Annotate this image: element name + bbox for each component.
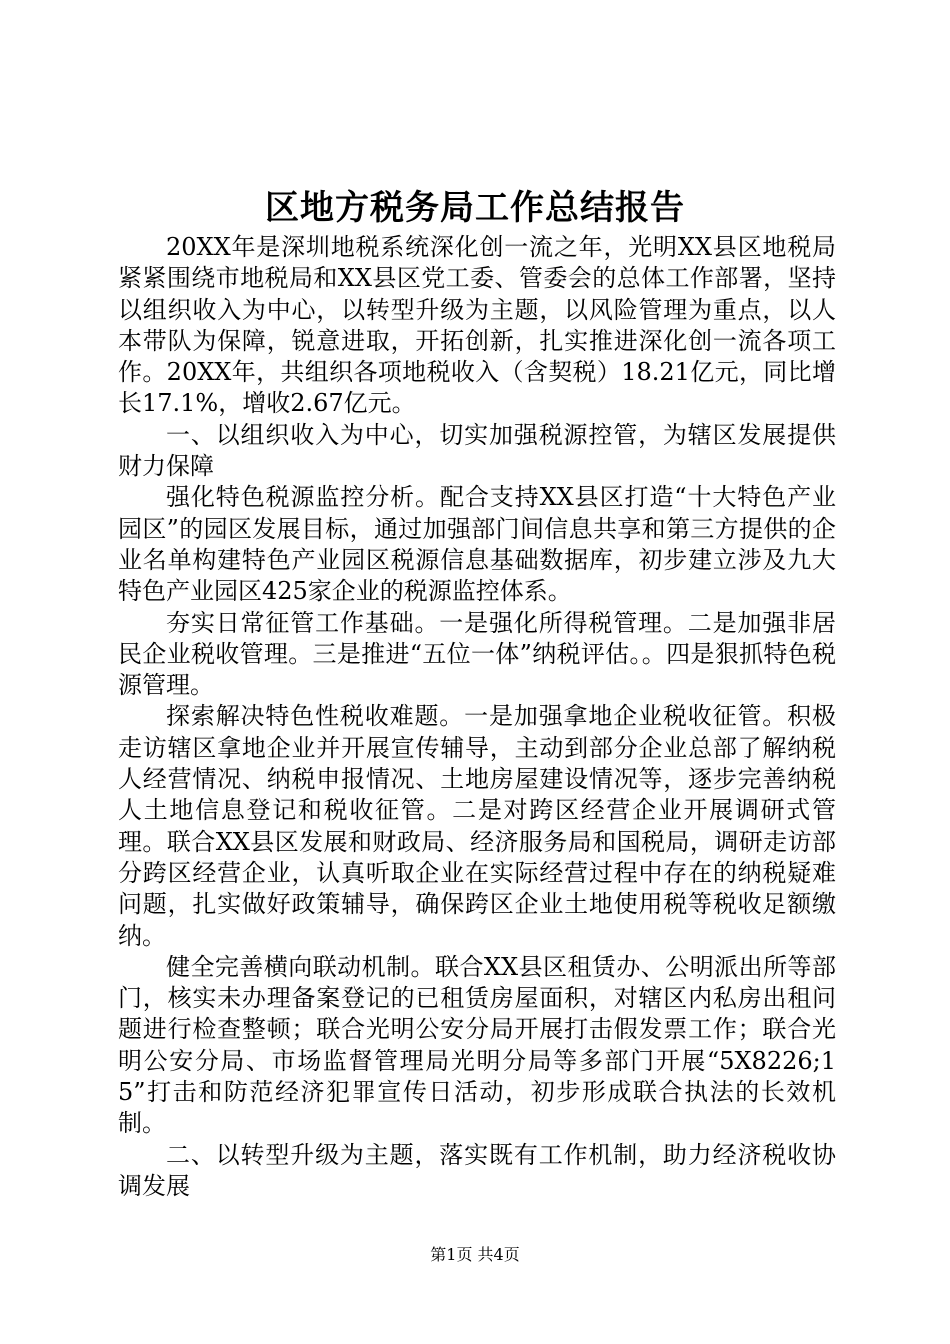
document-title: 区地方税务局工作总结报告 <box>265 188 685 228</box>
document-body <box>118 232 836 1202</box>
paragraph-special-tax-issues: 探索解决特色性税收难题。一是加强拿地企业税收征管。积极走访辖区拿地企业并开展宣传辅导，主动到部分企业总部了解纳税人经营情况、纳税申报情况、土地房屋建设情况等，逐步完善纳税人土地信息登记和税收征管。二是对跨区经营企业开展调研式管理。联合XX县区发展和财政局、经济服务局和国税局，调研走访部分跨区经营企业，认真听取企业在实际经营过程中存在的纳税疑难问题，扎实做好政策辅导，确保跨区企业土地使用税等税收足额缴纳。 <box>118 702 836 950</box>
paragraph-linkage-mechanism: 健全完善横向联动机制。联合XX县区租赁办、公明派出所等部门，核实未办理备案登记的已租赁房屋面积，对辖区内私房出租问题进行检查整顿；联合光明公安分局开展打击假发票工作；联合光明公安分局、市场监督管理局光明分局等多部门开展“5X8226;15”打击和防范经济犯罪宣传日活动，初步形成联合执法的长效机制。 <box>118 952 836 1138</box>
section-heading-1: 一、以组织收入为中心，切实加强税源控管，为辖区发展提供财力保障 <box>118 420 836 481</box>
paragraph-intro: 20XX年是深圳地税系统深化创一流之年，光明XX县区地税局紧紧围绕市地税局和XX县区党工委、管委会的总体工作部署，坚持以组织收入为中心，以转型升级为主题，以风险管理为重点，以人本带队为保障，锐意进取，开拓创新，扎实推进深化创一流各项工作。20XX年，共组织各项地税收入（含契税）18.21亿元，同比增长17.1%，增收2.67亿元。 <box>118 233 836 418</box>
section-heading-2: 二、以转型升级为主题，落实既有工作机制，助力经济税收协调发展 <box>118 1140 836 1200</box>
paragraph-daily-collection: 夯实日常征管工作基础。一是强化所得税管理。二是加强非居民企业税收管理。三是推进“五位一体”纳税评估。。四是狠抓特色税源管理。 <box>118 608 836 700</box>
paragraph-tax-source-monitoring: 强化特色税源监控分析。配合支持XX县区打造“十大特色产业园区”的园区发展目标，通过加强部门间信息共享和第三方提供的企业名单构建特色产业园区税源信息基础数据库，初步建立涉及九大特色产业园区425家企业的税源监控体系。 <box>118 483 836 606</box>
page-number-footer: 第1页 共4页 <box>430 1245 520 1264</box>
